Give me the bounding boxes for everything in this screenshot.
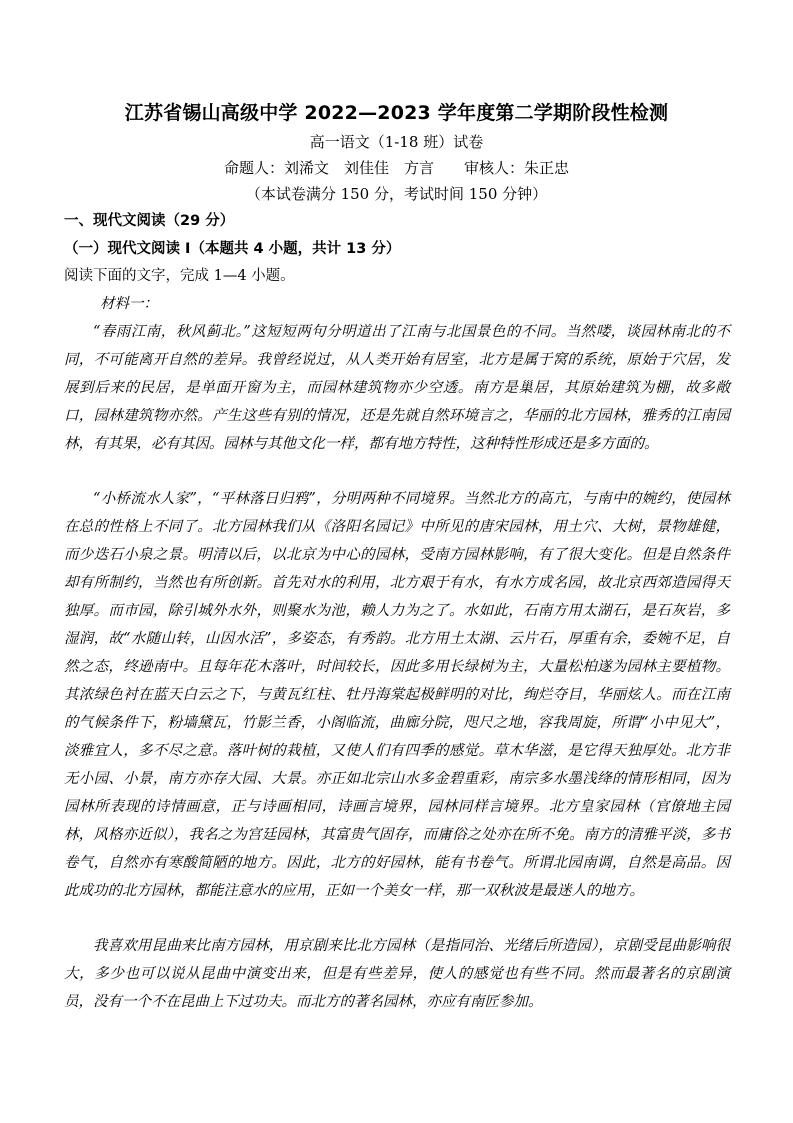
course-subtitle: 高一语文（1-18 班）试卷	[309, 133, 484, 151]
paragraph-2: “小桥流水人家”，“平林落日归鸦”，分明两种不同境界。当然北方的高亢，与南中的婉约，使园林在总的性格上不同了。北方园林我们从《洛阳名园记》中所见的唐宋园林，用土穴、大树，景物雄健，而少迭石小泉之景。明清以后，以北京为中心的园林，受南方园林影响，有了很大变化。但是自然条件却有所制约，当然也有所创新。首先对水的利用，北方艰于有水，有水方成名园，故北京西郊造园得天独厚。而市园，除引城外水外，则聚水为池，赖人力为之了。水如此，石南方用太湖石，是石灰岩，多湿润，故“水随山转，山因水活”，多姿态，有秀韵。北方用土太湖、云片石，厚重有余，委婉不足，自然之态，终逊南中。且每年花木落叶，时间较长，因此多用长绿树为主，大量松柏遂为园林主要植物。其浓绿色衬在蓝天白云之下，与黄瓦红柱、牡丹海棠起极鲜明的对比，绚烂夺目，华丽炫人。而在江南的气候条件下，粉墙黛瓦，竹影兰香，小阁临流，曲廊分院，咫尺之地，容我周旋，所谓“小中见大”，淡雅宜人，多不尽之意。落叶树的栽植，又使人们有四季的感觉。草木华滋，是它得天独厚处。北方非无小园、小景，南方亦存大园、大景。亦正如北宗山水多金碧重彩，南宗多水墨浅绛的情形相同，因为园林所表现的诗情画意，正与诗画相同，诗画言境界，园林同样言境界。北方皇家园林（官僚地主园林，风格亦近似），我名之为宫廷园林，其富贵气固存，而庸俗之处亦在所不免。南方的清雅平淡，多书卷气，自然亦有寒酸简陋的地方。因此，北方的好园林，能有书卷气。所谓北园南调，自然是高品。因此成功的北方园林，都能注意水的应用，正如一个美女一样，那一双秋波是最迷人的地方。	[64, 491, 730, 899]
paragraph-1: “春雨江南，秋风蓟北。”这短短两句分明道出了江南与北国景色的不同。当然喽，谈园林南北的不同，不可能离开自然的差异。我曾经说过，从人类开始有居室，北方是属于窝的系统，原始于穴居，发展到后来的民居，是单面开窗为主，而园林建筑物亦少空透。南方是巢居，其原始建筑为棚，故多敞口，园林建筑物亦然。产生这些有别的情况，还是先就自然环境言之，华丽的北方园林，雅秀的江南园林，有其果，必有其因。园林与其他文化一样，都有地方特性，这种特性形成还是多方面的。	[64, 324, 730, 452]
paragraph-3: 我喜欢用昆曲来比南方园林，用京剧来比北方园林（是指同治、光绪后所造园），京剧受昆曲影响很大，多少也可以说从昆曲中演变出来，但是有些差异，使人的感觉也有些不同。然而最著名的京剧演员，没有一个不在昆曲上下过功夫。而北方的著名园林，亦应有南匠参加。	[64, 938, 730, 1010]
exam-note: （本试卷满分 150 分，考试时间 150 分钟）	[245, 185, 548, 203]
exam-title: 江苏省锡山高级中学 2022—2023 学年度第二学期阶段性检测	[124, 102, 669, 124]
reading-instruction: 阅读下面的文字，完成 1—4 小题。	[64, 268, 295, 284]
section-heading: 一、现代文阅读（29 分）	[64, 213, 235, 229]
authors-line: 命题人：刘浠文 刘佳佳 方言 审核人：朱正忠	[223, 159, 569, 177]
subsection-heading: （一）现代文阅读 I（本题共 4 小题，共计 13 分）	[64, 241, 401, 257]
material-label: 材料一：	[100, 296, 158, 312]
